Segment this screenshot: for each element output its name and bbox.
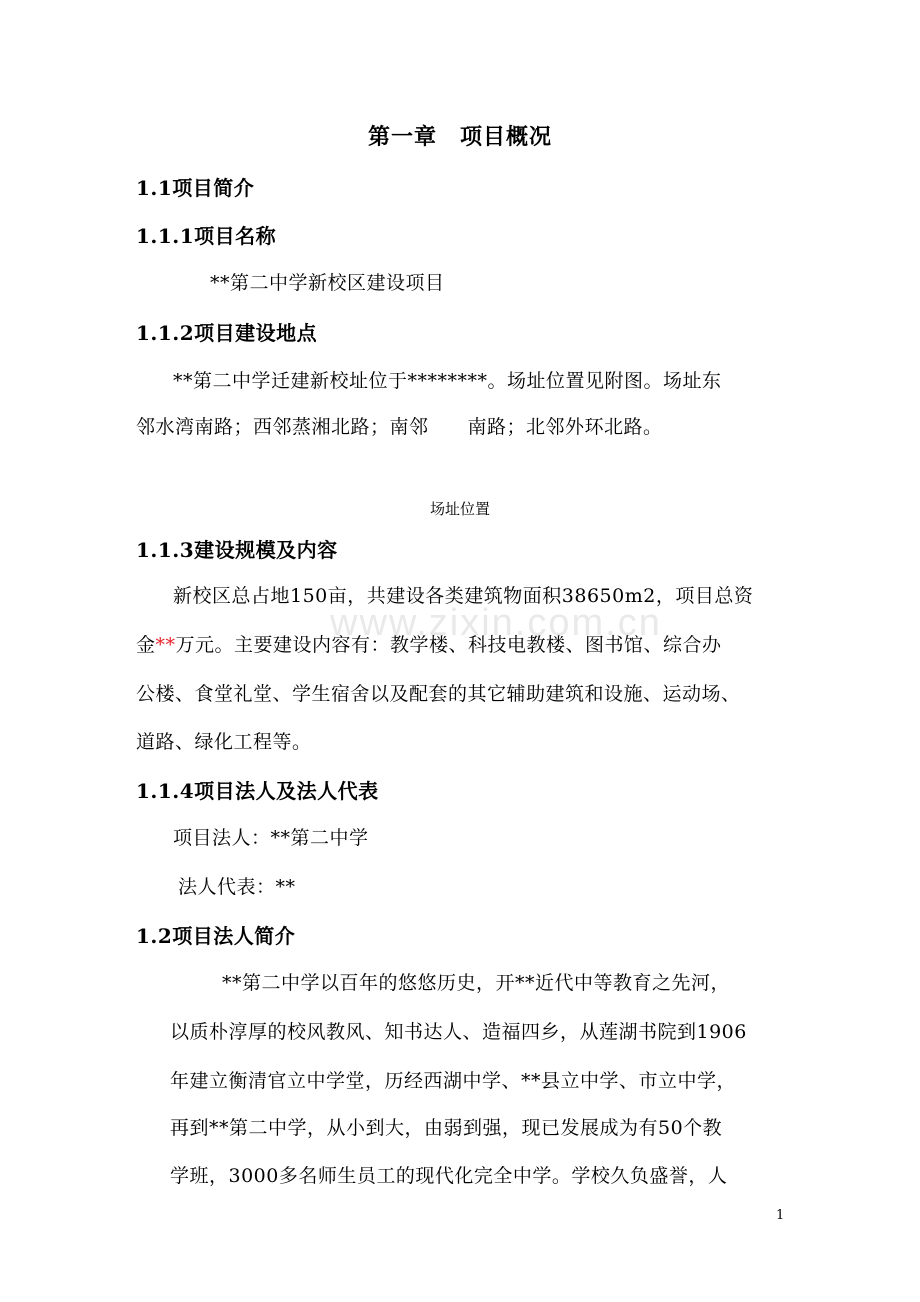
- heading-1-1-1: 1.1.1项目名称: [136, 224, 277, 248]
- intro-line-5: 学班，3000多名师生员工的现代化完全中学。学校久负盛誉，人: [170, 1165, 728, 1187]
- chapter-title: 第一章 项目概况: [367, 124, 552, 150]
- intro-line-2: 以质朴淳厚的校风教风、知书达人、造福四乡，从莲湖书院到1906: [170, 1021, 747, 1043]
- figure-caption: 场址位置: [429, 500, 490, 518]
- project-name-text: **第二中学新校区建设项目: [210, 272, 445, 294]
- scale-line-2: [136, 630, 722, 657]
- scale-line-2-post: 万元。主要建设内容有：教学楼、科技电教楼、图书馆、综合办: [175, 634, 722, 656]
- legal-rep-text: 法人代表：**: [178, 876, 296, 898]
- heading-1-1-2: 1.1.2项目建设地点: [136, 321, 318, 345]
- location-line-2: 邻水湾南路；西邻蒸湘北路；南邻 南路；北邻外环北路。: [136, 416, 663, 438]
- intro-line-4: 再到**第二中学，从小到大，由弱到强，现已发展成为有50个教: [170, 1117, 723, 1139]
- scale-line-1: 新校区总占地150亩，共建设各类建筑物面积38650m2，项目总资: [173, 585, 754, 607]
- intro-line-1: **第二中学以百年的悠悠历史，开**近代中等教育之先河，: [222, 972, 731, 994]
- location-line-1: **第二中学迁建新校址位于********。场址位置见附图。场址东: [173, 370, 722, 392]
- heading-1-1: 1.1项目简介: [136, 176, 255, 200]
- watermark: www.zixin.com.cn: [330, 602, 662, 644]
- redacted-amount: **: [155, 634, 176, 656]
- heading-1-2: 1.2项目法人简介: [136, 924, 296, 948]
- scale-line-4: 道路、绿化工程等。: [136, 731, 312, 753]
- heading-1-1-3: 1.1.3建设规模及内容: [136, 538, 338, 562]
- scale-line-3: 公楼、食堂礼堂、学生宿舍以及配套的其它辅助建筑和设施、运动场、: [136, 683, 741, 705]
- scale-line-2-pre: 金: [136, 634, 156, 656]
- legal-entity-text: 项目法人：**第二中学: [173, 827, 369, 849]
- page-number: 1: [776, 1208, 785, 1223]
- intro-line-3: 年建立衡清官立中学堂，历经西湖中学、**县立中学、市立中学，: [170, 1070, 737, 1092]
- heading-1-1-4: 1.1.4项目法人及法人代表: [136, 779, 379, 803]
